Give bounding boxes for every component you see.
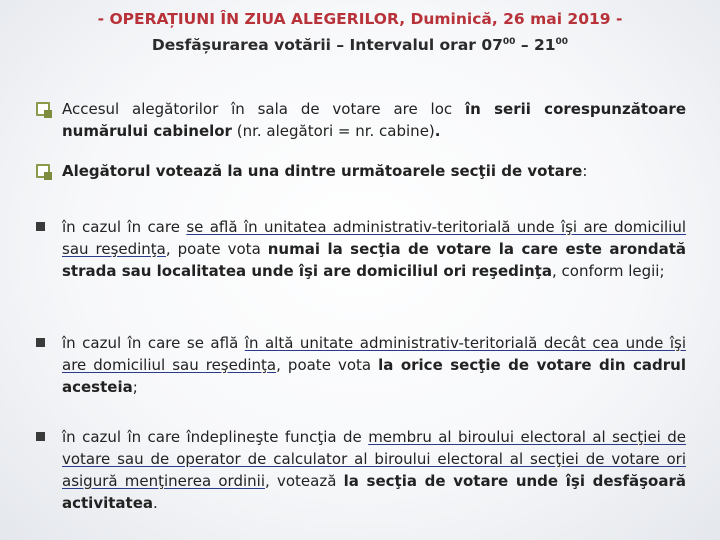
p5-text-b: , votează (264, 472, 344, 490)
checkbox-bullet-icon (36, 164, 50, 178)
p1-text-d: . (434, 122, 441, 140)
title-line-2 (40, 31, 680, 57)
p4-underlined: în altă unitate administrativ-teritorială decât cea unde îşi are domiciliul sau reşedinţa (62, 334, 687, 374)
paragraph-voter-votes (62, 160, 686, 182)
title-line-2-prefix: Desfășurarea votării – Intervalul orar 07 (151, 36, 503, 54)
p4-text-a: în cazul în care se află (62, 334, 245, 352)
p4-text-c: la orice secţie de votare din cadrul acesteia (62, 356, 686, 396)
checkbox-bullet-icon (36, 102, 50, 116)
p5-text-c: la secţia de votare unde îşi desfăşoară activitatea (62, 472, 686, 512)
p4-text-b: , poate vota (276, 356, 379, 374)
slide-title (40, 8, 680, 57)
p2-text-a: Alegătorul votează la una dintre următoarele secţii de votare (62, 162, 583, 180)
title-sup-start: 00 (502, 37, 516, 47)
p1-text-c: (nr. alegători = nr. cabine) (231, 122, 435, 140)
square-bullet-icon (36, 432, 45, 441)
p5-text-a: în cazul în care îndeplineşte funcţia de (62, 428, 369, 446)
p3-text-b: , poate vota (165, 240, 268, 258)
p3-text-a: în cazul în care (62, 218, 187, 236)
p1-text-b: în serii corespunzătoare numărului cabinelor (62, 100, 686, 140)
paragraph-access (62, 98, 686, 142)
p5-underlined: membru al biroului electoral al secţiei de votare sau de operator de calculator al biroului electoral al secţiei de votare ori asigură menţinerea ordinii (62, 428, 686, 490)
p4-text-d: ; (132, 378, 138, 396)
p2-text-b: : (582, 162, 588, 180)
p3-underlined: se află în unitatea administrativ-teritorială unde îşi are domiciliul sau reşedinţa (62, 218, 687, 258)
square-bullet-icon (36, 222, 45, 231)
title-line-2-mid: – 21 (515, 36, 556, 54)
list-item-bureau-member (62, 426, 686, 514)
p3-text-c: numai la secţia de votare la care este arondată strada sau localitatea unde îşi are domiciliul ori reşedinţa (62, 240, 687, 280)
list-item-same-unit (62, 216, 686, 282)
title-line-1: - OPERAȚIUNI ÎN ZIUA ALEGERILOR, Duminică, 26 mai 2019 - (97, 10, 623, 28)
p1-text-a: Accesul alegătorilor în sala de votare are loc (62, 100, 465, 118)
list-item-other-unit (62, 332, 686, 398)
p3-text-d: , conform legii; (551, 262, 665, 280)
square-bullet-icon (36, 338, 45, 347)
p5-text-d: . (153, 494, 158, 512)
title-sup-end: 00 (555, 37, 569, 47)
